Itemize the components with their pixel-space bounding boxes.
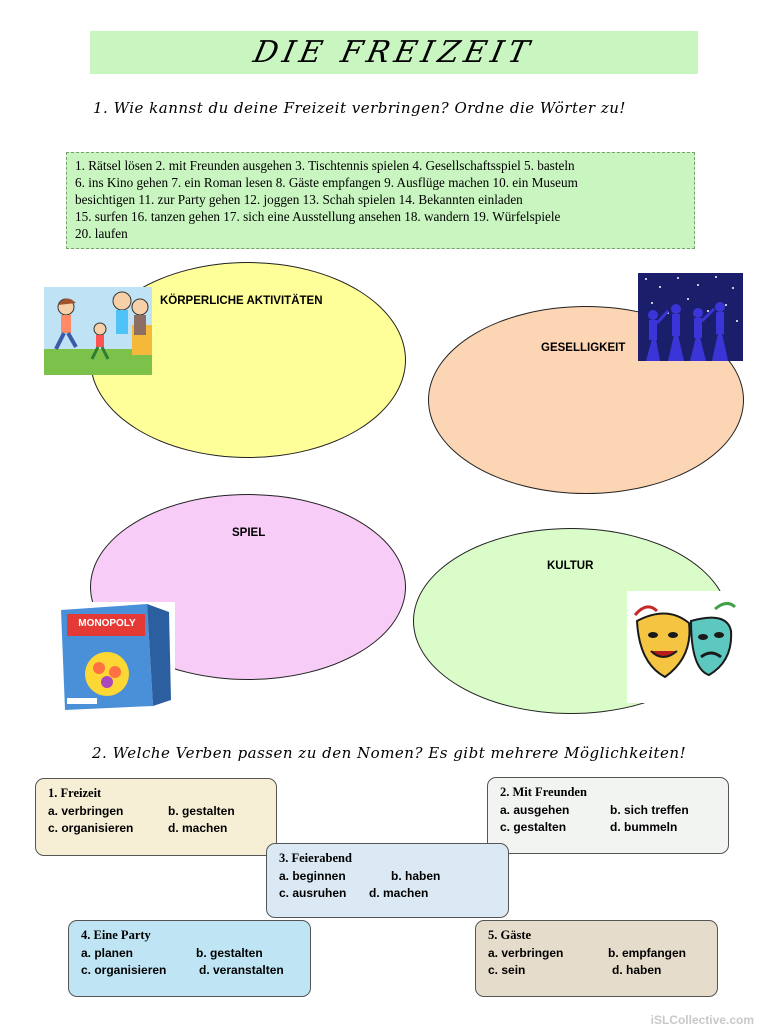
monopoly-box-text: MONOPOLY [78,618,136,629]
task1-heading: 1. Wie kannst du deine Freizeit verbringen? Ordne die Wörter zu! [93,99,626,117]
theatre-masks-image [627,591,743,703]
category-kultur-label: KULTUR [547,560,594,572]
option-b: b. empfangen [608,945,687,960]
title-banner [90,31,698,74]
option-a: a. verbringen [488,945,564,960]
option-c: c. gestalten [500,820,567,834]
card-title: 2. Mit Freunden [500,785,587,799]
page-title: DIE FREIZEIT [250,35,538,70]
category-geselligkeit-label: GESELLIGKEIT [541,342,626,354]
dancers-image [638,273,743,361]
option-b: b. gestalten [196,945,263,960]
watermark: iSLCollective.com [650,1013,754,1027]
word-line: besichtigen 11. zur Party gehen 12. joggen 13. Schah spielen 14. Bekannten einladen [75,192,523,207]
option-c: c. organisieren [48,821,134,835]
option-a: a. planen [81,945,134,960]
option-d: d. veranstalten [199,963,284,977]
card-title: 1. Freizeit [48,786,102,800]
word-line: 15. surfen 16. tanzen gehen 17. sich eine Ausstellung ansehen 18. wandern 19. Würfelspiele [75,209,561,224]
card-eine-party [68,920,311,997]
word-line: 1. Rätsel lösen 2. mit Freunden ausgehen 3. Tischtennis spielen 4. Gesellschaftsspiel 5. basteln [75,158,575,173]
task2-heading: 2. Welche Verben passen zu den Nomen? Es gibt mehrere Möglichkeiten! [92,744,687,762]
card-mit-freunden [487,777,729,854]
option-c: c. sein [488,963,526,977]
card-title: 5. Gäste [488,928,532,942]
option-a: a. verbringen [48,803,124,818]
option-b: b. haben [391,868,441,883]
word-list-box [66,152,695,249]
word-line: 6. ins Kino gehen 7. ein Roman lesen 8. Gäste empfangen 9. Ausflüge machen 10. ein Museum [75,175,578,190]
card-freizeit [35,778,277,856]
category-koerper-label: KÖRPERLICHE AKTIVITÄTEN [160,295,323,307]
option-b: b. gestalten [168,803,235,818]
option-a: a. beginnen [279,868,346,883]
option-c: c. organisieren [81,963,167,977]
option-c: c. ausruhen [279,886,347,900]
word-line: 20. laufen [75,226,128,241]
category-spiel-label: SPIEL [232,527,266,539]
card-gaeste [475,920,718,997]
option-d: d. machen [168,821,228,835]
running-family-image [44,287,152,375]
card-title: 4. Eine Party [81,928,151,942]
option-d: d. bummeln [610,820,678,834]
option-d: d. haben [612,963,662,977]
option-d: d. machen [369,886,429,900]
card-feierabend [266,843,509,918]
card-title: 3. Feierabend [279,851,352,865]
option-b: b. sich treffen [610,802,689,817]
monopoly-game-image [57,602,175,712]
option-a: a. ausgehen [500,802,570,817]
